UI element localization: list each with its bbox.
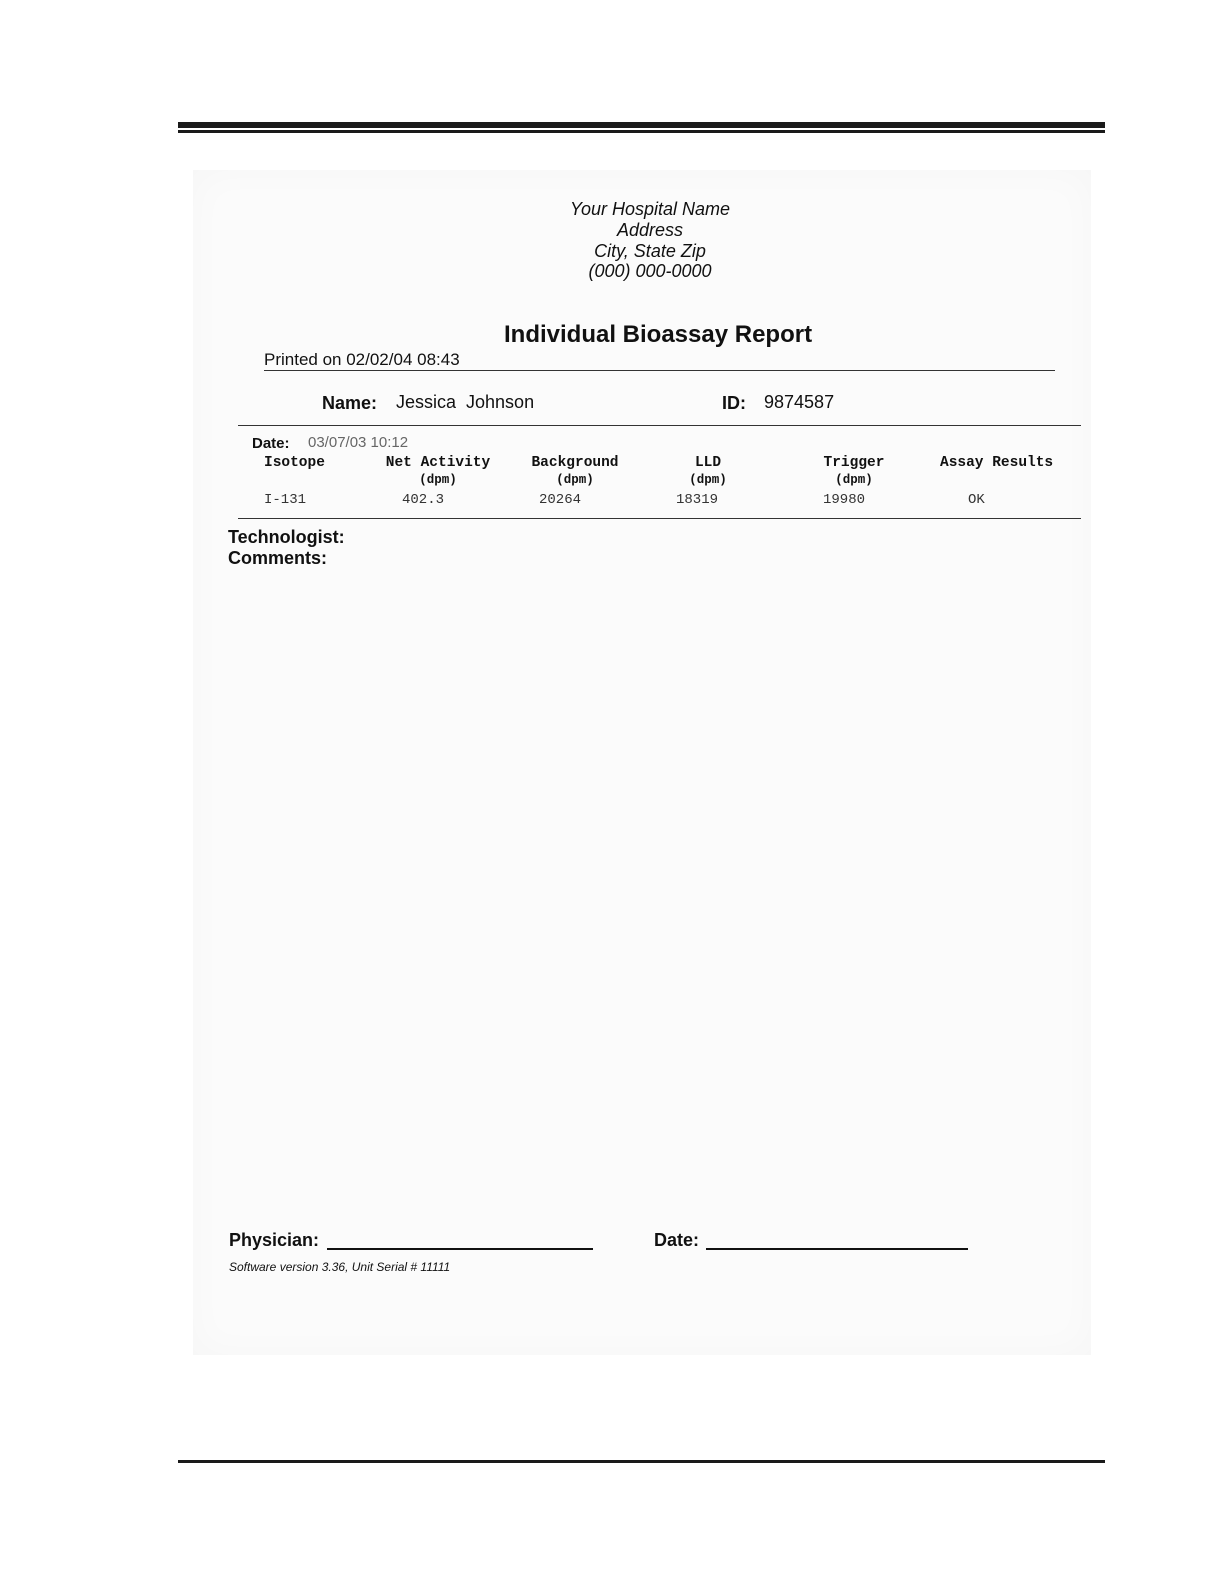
column-header-net-activity [378, 455, 498, 488]
physician-signature-line [327, 1248, 593, 1250]
patient-divider [238, 425, 1081, 426]
printed-on: Printed on 02/02/04 08:43 [264, 350, 460, 369]
title-underline [264, 370, 1055, 371]
bottom-border [178, 1460, 1105, 1463]
software-version: Software version 3.36, Unit Serial # 11111 [229, 1260, 451, 1274]
table-bottom-rule [238, 518, 1081, 519]
patient-name: Jessica Johnson [396, 392, 535, 412]
assay-date: 03/07/03 10:12 [308, 434, 409, 451]
hospital-name: Your Hospital Name [569, 199, 731, 219]
cell-net-activity: 402.3 [402, 492, 445, 508]
hospital-address: Address [616, 220, 684, 240]
column-unit: (dpm) [689, 472, 727, 487]
name-label: Name: [322, 393, 378, 413]
column-unit: (dpm) [419, 472, 457, 487]
cell-background: 20264 [539, 492, 582, 508]
cell-trigger: 19980 [823, 492, 866, 508]
patient-id: 9874587 [764, 392, 835, 412]
technologist-label: Technologist: [228, 527, 345, 547]
column-label: Isotope [264, 455, 325, 471]
column-header-assay-results [940, 455, 1053, 472]
column-label: Net Activity [385, 455, 491, 471]
top-border-thin [178, 130, 1105, 133]
footer-date-label: Date: [654, 1230, 700, 1250]
id-label: ID: [722, 393, 746, 413]
comments-label: Comments: [228, 548, 328, 568]
physician-label: Physician: [229, 1230, 320, 1250]
column-unit: (dpm) [835, 472, 873, 487]
hospital-city-state-zip: City, State Zip [594, 241, 706, 261]
date-signature-line [706, 1248, 968, 1250]
column-header-lld [668, 455, 748, 488]
cell-assay-result: OK [968, 492, 985, 508]
report-title: Individual Bioassay Report [504, 321, 813, 348]
cell-lld: 18319 [676, 492, 719, 508]
column-label: Assay Results [940, 455, 1054, 471]
column-label: LLD [694, 455, 722, 471]
column-header-background [520, 455, 630, 488]
column-label: Background [531, 455, 619, 471]
column-header-trigger [809, 455, 899, 488]
cell-isotope: I-131 [264, 492, 307, 508]
assay-date-label: Date: [252, 435, 290, 452]
column-unit: (dpm) [556, 472, 594, 487]
hospital-phone: (000) 000-0000 [588, 261, 712, 281]
column-header-isotope [264, 455, 325, 472]
top-border-thick [178, 122, 1105, 128]
column-label: Trigger [823, 455, 885, 471]
